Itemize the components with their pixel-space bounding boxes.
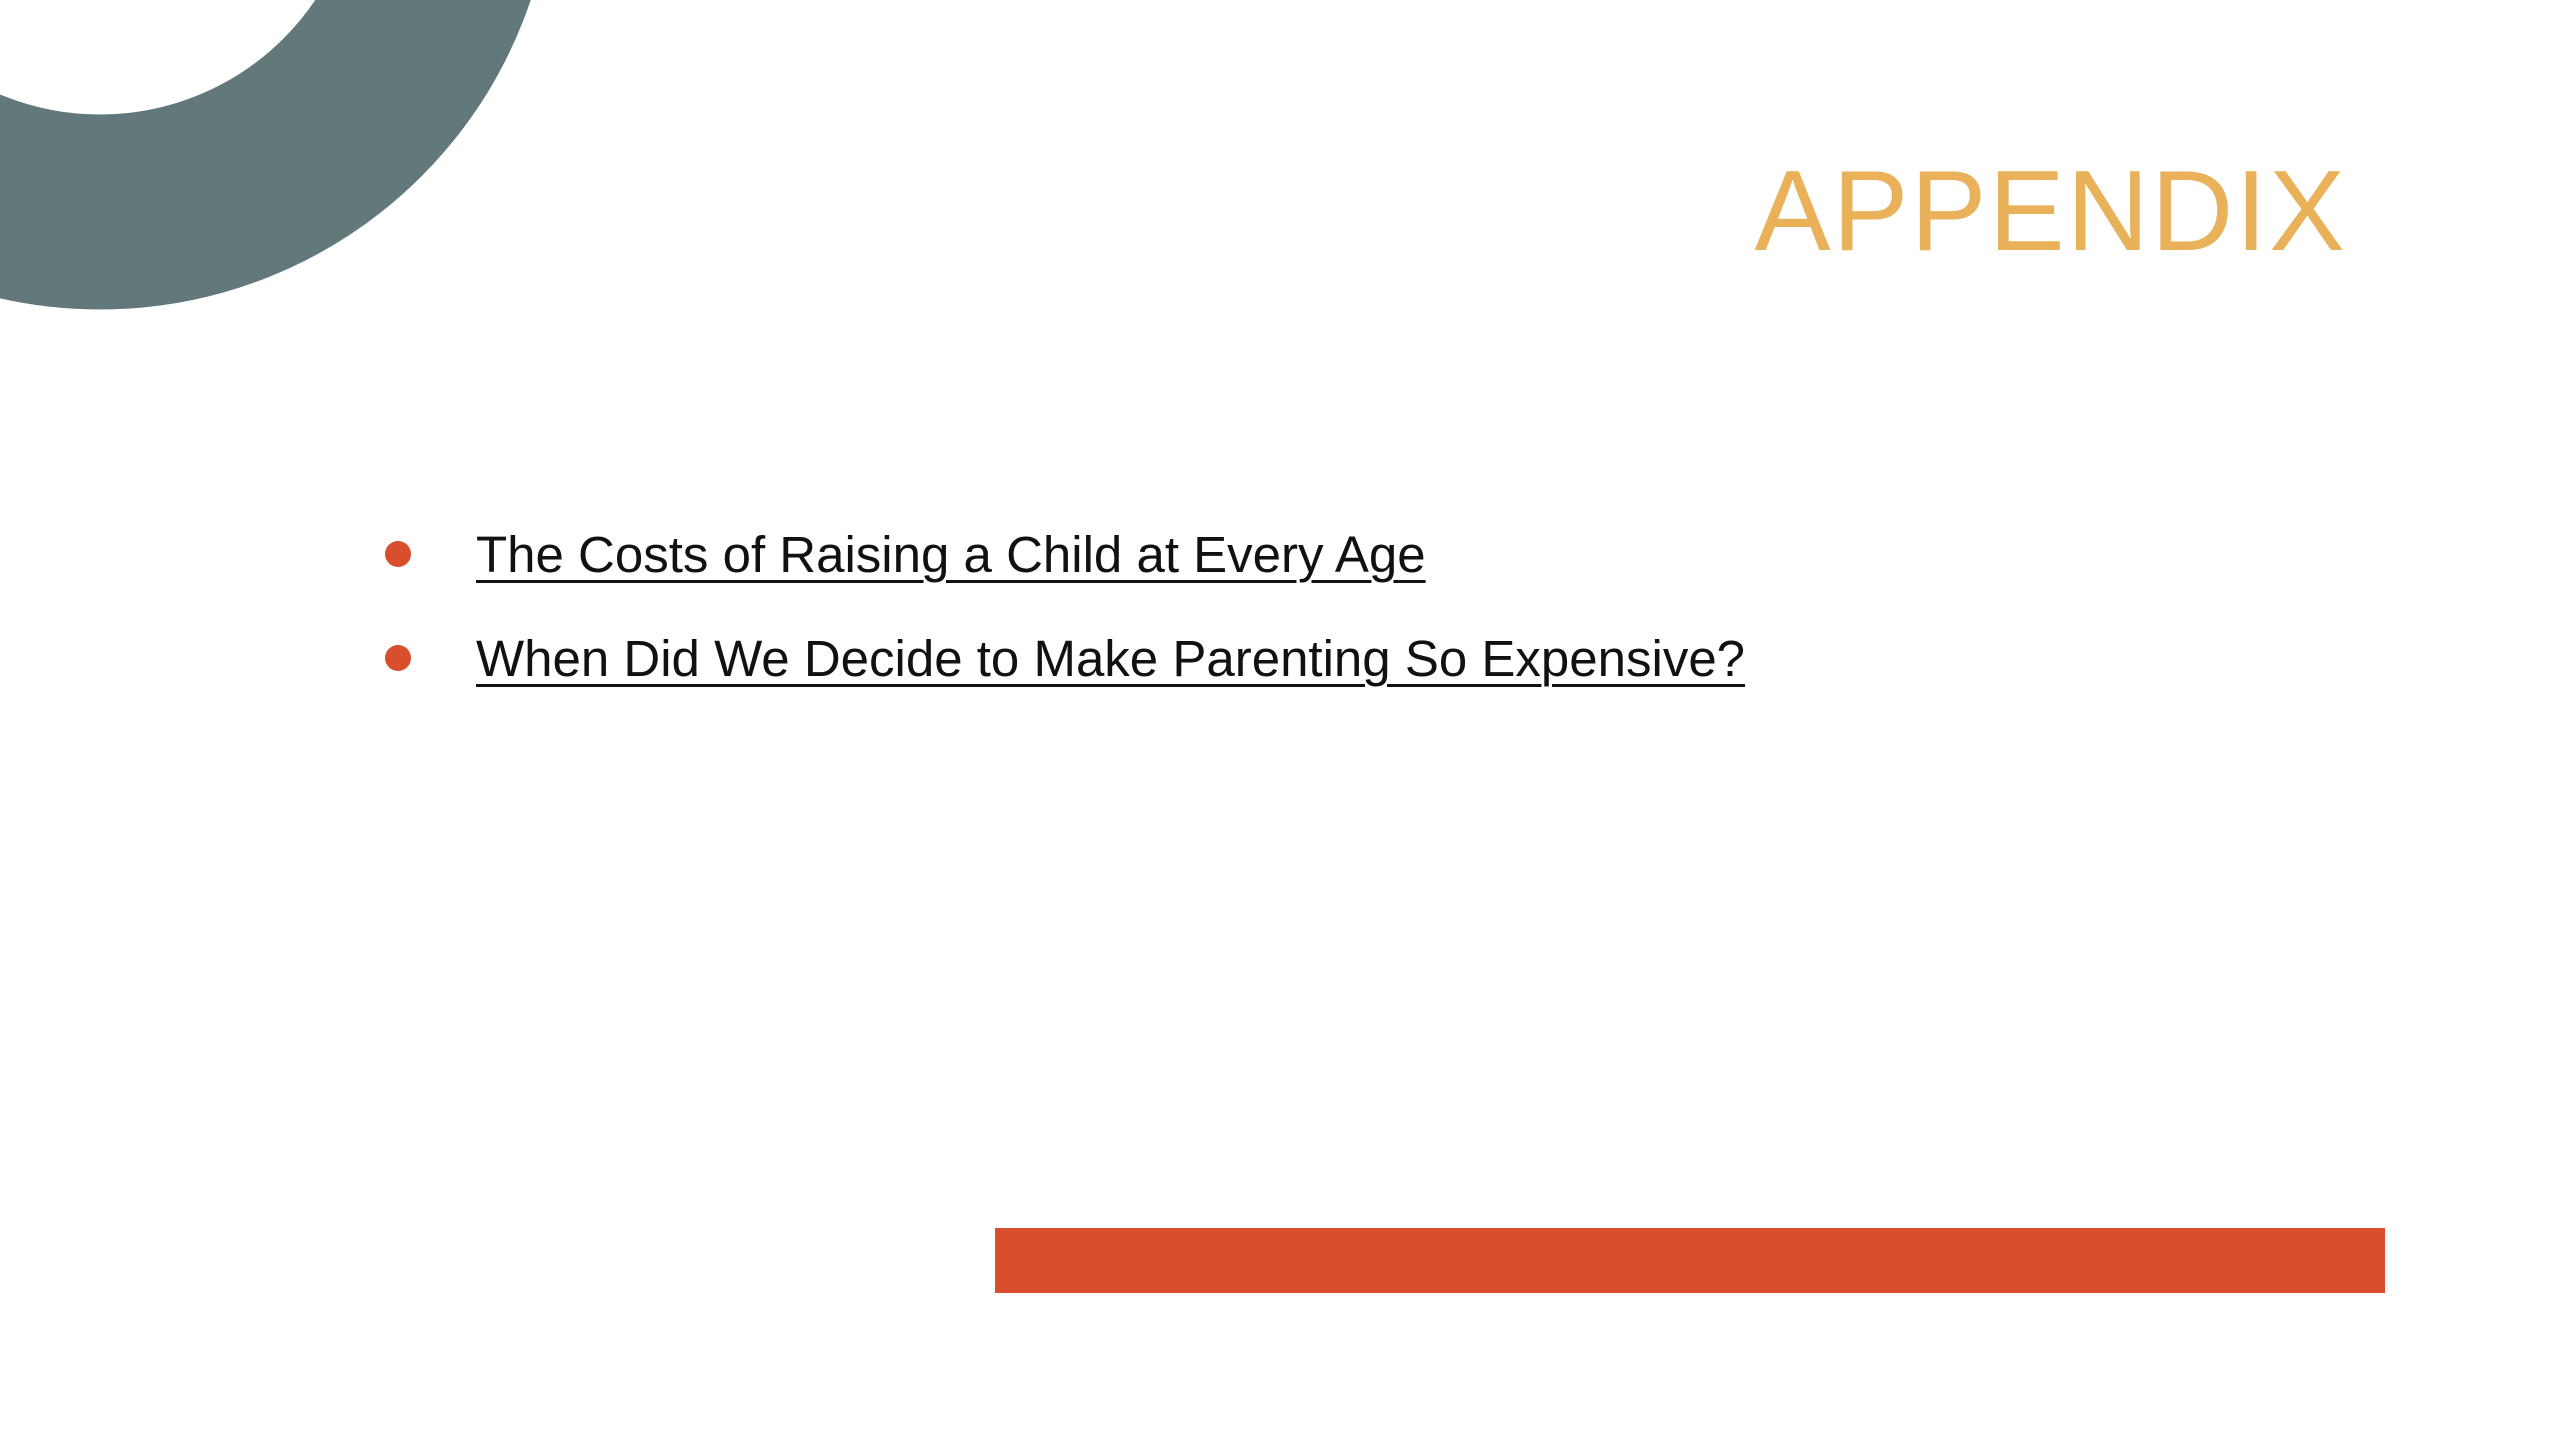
link-parenting-so-expensive[interactable]: When Did We Decide to Make Parenting So Expensive? [476,629,1746,687]
link-costs-of-raising-child[interactable]: The Costs of Raising a Child at Every Age [476,525,1426,583]
list-item [385,606,1745,710]
links-list [385,502,1745,710]
bullet-icon [385,645,411,671]
accent-bar [995,1228,2385,1293]
decorative-ring-shape [0,0,620,320]
bullet-icon [385,541,411,567]
slide-title: APPENDIX [1754,148,2347,275]
list-item [385,502,1745,606]
